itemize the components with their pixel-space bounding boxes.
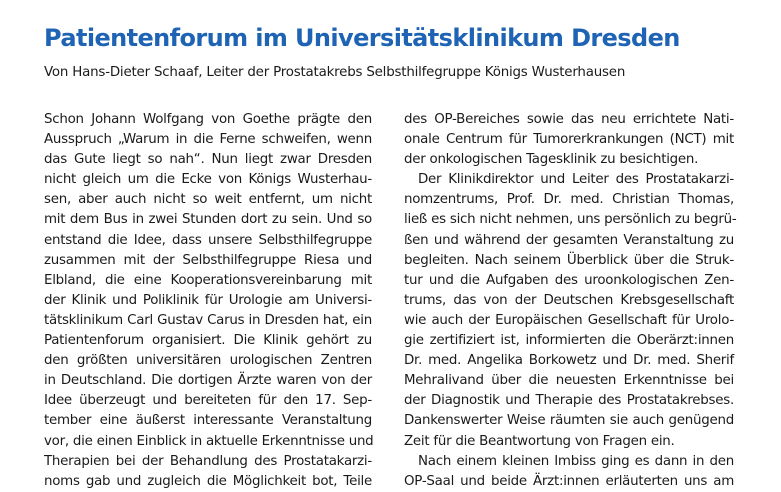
text-line: der Klinik und Poliklinik für Urologie am Universi- [44, 292, 372, 308]
text-line: den größten universitären urologischen Zentren [44, 353, 372, 369]
text-line: mit dem Bus in zwei Stunden dort zu sein. Und so [44, 212, 372, 228]
text-line: Zeit für die Beantwortung von Fragen ein. [404, 433, 675, 449]
text-line: tur und die Aufgaben des uroonkologischen Zen- [404, 272, 734, 288]
text-line: Schon Johann Wolfgang von Goethe prägte den [44, 112, 372, 127]
text-line: onale Centrum für Tumorerkrankungen (NCT) mit [404, 132, 734, 148]
text-line: der onkologischen Tagesklinik zu besichtigen. [404, 152, 699, 168]
text-line: Ausspruch „Warum in die Ferne schweifen, wenn [44, 132, 372, 148]
text-line: entstand die Idee, dass unsere Selbsthilfegruppe [44, 232, 372, 248]
text-line: OP-Saal und beide Ärzt:innen erläuterten uns am [404, 473, 734, 489]
text-line: der Diagnostik und Therapie des Prostatakrebses. [404, 393, 734, 409]
text-column-right [404, 110, 737, 492]
text-line: des OP-Bereiches sowie das neu errichtete Nati- [404, 112, 734, 127]
text-column-left [44, 110, 372, 492]
text-line: begleiten. Nach seinem Überblick über die Struk- [404, 252, 734, 268]
article-byline: Von Hans-Dieter Schaaf, Leiter der Prostatakrebs Selbsthilfegruppe Königs Wusterhausen [44, 65, 626, 80]
text-line: Therapien bei der Behandlung des Prostatakarzi- [44, 453, 372, 469]
text-line: Dankenswerter Weise räumten sie auch genügend [404, 413, 734, 429]
text-line: Nach einem kleinen Imbiss ging es dann in den [418, 453, 734, 469]
text-line: gie zertifiziert ist, informierten die Oberärzt:innen [404, 333, 734, 349]
text-line: tätsklinikum Carl Gustav Carus in Dresden hat, ein [44, 312, 372, 328]
text-line: noms gab und zugleich die Möglichkeit bot, Teile [44, 473, 372, 489]
text-line: trums, das von der Deutschen Krebsgesellschaft [404, 292, 734, 308]
text-line: sen, aber auch nicht so weit entfernt, um nicht [44, 192, 372, 208]
text-line: in Deutschland. Die dortigen Ärzte waren von der [44, 373, 372, 389]
text-line: wie auch der Europäischen Gesellschaft für Urolo- [404, 312, 734, 328]
text-line: das Gute liegt so nah“. Nun liegt zwar Dresden [44, 152, 372, 168]
text-line: nicht gleich um die Ecke von Königs Wusterhau- [44, 172, 372, 188]
text-line: Elbland, die eine Kooperationsvereinbarung mit [44, 272, 372, 288]
text-line: nomzentrums, Prof. Dr. med. Christian Thomas, [404, 192, 734, 208]
text-line: Mehralivand über die neuesten Erkenntnisse bei [404, 373, 734, 389]
text-line: vor, die einen Einblick in aktuelle Erkenntnisse und [44, 433, 374, 449]
text-line: ßen und während der gesamten Veranstaltung zu [404, 232, 734, 248]
text-line: Dr. med. Angelika Borkowetz und Dr. med. Sherif [404, 353, 734, 369]
text-line: ließ es sich nicht nehmen, uns persönlich zu begrü- [404, 212, 737, 228]
text-line: Patientenforum organisiert. Die Klinik gehört zu [44, 333, 372, 349]
text-line: tember eine äußerst interessante Veranstaltung [44, 413, 372, 429]
text-line: zusammen mit der Selbsthilfegruppe Riesa und [44, 252, 372, 268]
text-line: Der Klinikdirektor und Leiter des Prostatakarzi- [418, 172, 734, 188]
text-line: Idee überzeugt und bereiteten für den 17. Sep- [44, 393, 372, 409]
article-title: Patientenforum im Universitätsklinikum Dresden [44, 24, 680, 52]
